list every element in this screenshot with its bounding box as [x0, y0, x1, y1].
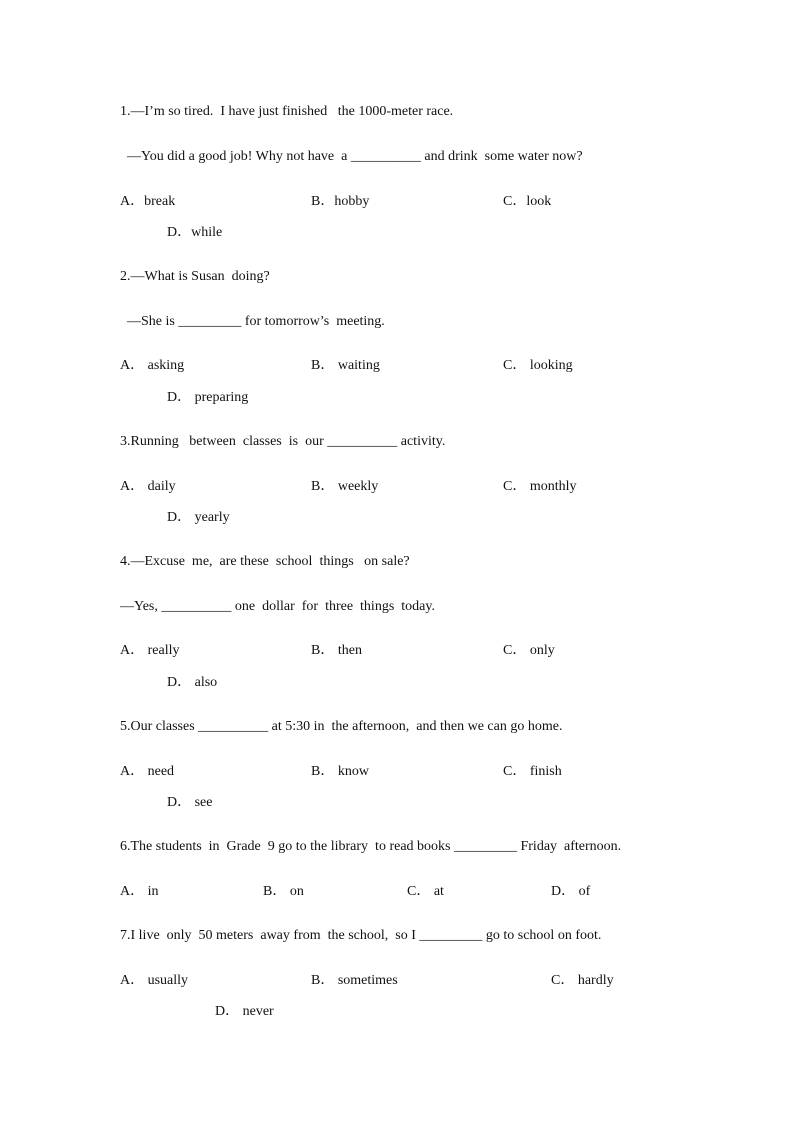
question-3-option-c: C． monthly — [503, 479, 577, 494]
question-6-option-a: A． in — [120, 884, 159, 899]
question-4-option-b: B． then — [311, 643, 362, 658]
question-5-stem: 5.Our classes __________ at 5:30 in the afternoon, and then we can go home. — [120, 719, 563, 734]
question-3-option-d: D． yearly — [167, 510, 230, 525]
question-2-option-b: B． waiting — [311, 358, 380, 373]
question-7-option-d: D． never — [215, 1004, 274, 1019]
question-4-stem: 4.—Excuse me, are these school things on sale? — [120, 554, 410, 569]
question-2-option-a: A． asking — [120, 358, 185, 373]
question-6-option-c: C． at — [407, 884, 444, 899]
question-2-reply: —She is _________ for tomorrow’s meeting. — [120, 314, 385, 329]
question-1-reply: —You did a good job! Why not have a __________ and drink some water now? — [120, 149, 583, 164]
question-3-stem: 3.Running between classes is our __________ activity. — [120, 434, 446, 449]
question-4-reply: —Yes, __________ one dollar for three things today. — [120, 599, 435, 614]
question-6-option-d: D． of — [551, 884, 591, 899]
question-2-option-d: D． preparing — [167, 390, 249, 405]
question-3-option-a: A． daily — [120, 479, 176, 494]
question-6-stem: 6.The students in Grade 9 go to the library to read books _________ Friday afternoon. — [120, 839, 622, 854]
question-1-option-d: D．while — [167, 225, 223, 240]
question-4-option-c: C． only — [503, 643, 555, 658]
question-7-stem: 7.I live only 50 meters away from the school, so I _________ go to school on foot. — [120, 928, 602, 943]
question-1-option-b: B．hobby — [311, 194, 370, 209]
question-7-option-a: A． usually — [120, 973, 189, 988]
question-5-option-c: C． finish — [503, 764, 562, 779]
question-3-option-b: B． weekly — [311, 479, 379, 494]
question-7-option-c: C． hardly — [551, 973, 614, 988]
question-1-option-c: C．look — [503, 194, 552, 209]
question-4-option-d: D． also — [167, 675, 218, 690]
question-1-stem: 1.—I’m so tired. I have just finished the 1000-meter race. — [120, 104, 454, 119]
question-2-option-c: C． looking — [503, 358, 573, 373]
question-4-option-a: A． really — [120, 643, 180, 658]
question-2-stem: 2.—What is Susan doing? — [120, 269, 270, 284]
question-5-option-d: D． see — [167, 795, 213, 810]
question-1-option-a: A．break — [120, 194, 176, 209]
question-7-option-b: B． sometimes — [311, 973, 398, 988]
question-5-option-b: B． know — [311, 764, 369, 779]
question-5-option-a: A． need — [120, 764, 175, 779]
question-6-option-b: B． on — [263, 884, 304, 899]
